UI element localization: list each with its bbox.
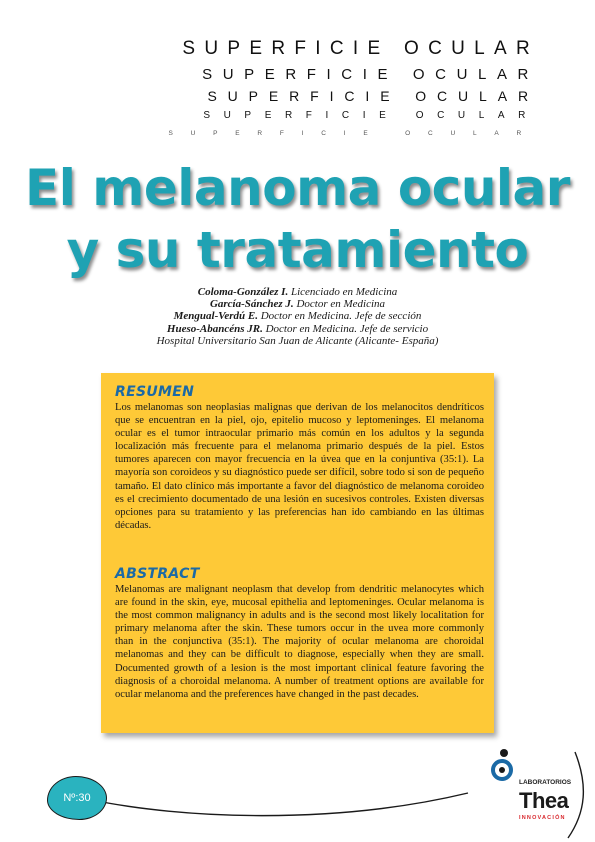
author-line [100, 286, 495, 298]
section-header-line-3: SUPERFICIE OCULAR [207, 88, 539, 104]
author-name: Coloma-González I. [197, 286, 289, 298]
section-header-line-2: SUPERFICIE OCULAR [202, 66, 539, 83]
author-name: García-Sánchez J. [209, 298, 294, 311]
abstract-text: Melanomas are malignant neoplasm that develop from dendritic melanocytes which are found in the skin, eye, mucosal epithelia and leptomeninges. Ocular melanoma is the most common malignancy in adults and is the second most likely localitation for primary melanoma after the skin. These tumors occur in the uvea more commonly than in the conjunctiva (35:1). The majority of ocular melanoma are choroidal melanomas and they can be difficult to diagnose, especially when they are small. Documented growth of a lesion is the most important clinical feature favoring the diagnosis of a choroidal melanoma. A number of treatment options are available for ocular melanoma and the preferences have changed in the past decades. [115, 584, 484, 700]
logo-tagline-text: INNOVACIÓN [519, 815, 566, 821]
author-name: Hueso-Abancéns JR. [166, 322, 263, 335]
author-role: Licenciado en Medicina [290, 286, 398, 298]
section-header-line-5: SUPERFICIE OCULAR [168, 130, 539, 137]
author-line [100, 310, 495, 322]
author-list [100, 286, 495, 347]
logo-brand-text: Thea [519, 788, 569, 813]
affiliation: Hospital Universitario San Juan de Alicante (Alicante- España) [156, 334, 439, 347]
author-name: Mengual-Verdú E. [173, 310, 258, 323]
author-line [100, 298, 495, 310]
abstract-heading: ABSTRACT [115, 566, 200, 582]
article-title-line-1: El melanoma ocular [25, 159, 570, 217]
issue-number-badge: Nº:30 [47, 776, 107, 820]
author-line [100, 323, 495, 335]
article-title-line-2: y su tratamiento [66, 221, 529, 279]
resumen-text: Los melanomas son neoplasias malignas que derivan de los melanocitos dendríticos que se encuentran en la piel, ojo, epitelio mucoso y leptomeninges. El melanoma ocular es el tumor intraocular primario más común en los adultos y la segunda localización más frecuente para el melanoma primario después de la piel. Estos tumores aparecen con mayor frecuencia en la úvea que en la conjuntiva (35:1). La mayoría son coroideos y su diagnóstico puede ser difícil, sobre todo si son de pequeño tamaño. El dato clínico más importante a favor del diagnóstico de melanoma coroideo es el crecimiento documentado de una lesión en sucesivos controles. Existen diversas opciones para su tratamiento y las preferencias han ido cambiando en las últimas décadas. [115, 402, 484, 531]
author-role: Doctor en Medicina [296, 298, 386, 311]
thea-logo-icon [488, 748, 518, 782]
author-role: Doctor en Medicina. Jefe de sección [260, 310, 422, 323]
section-header-line-1: SUPERFICIE OCULAR [182, 38, 539, 59]
summary-box [101, 373, 494, 733]
logo-laboratorios-text: LABORATORIOS [519, 779, 572, 786]
author-role: Doctor en Medicina. Jefe de servicio [265, 322, 429, 335]
resumen-heading: RESUMEN [115, 384, 195, 400]
section-header-line-4: SUPERFICIE OCULAR [203, 110, 539, 121]
